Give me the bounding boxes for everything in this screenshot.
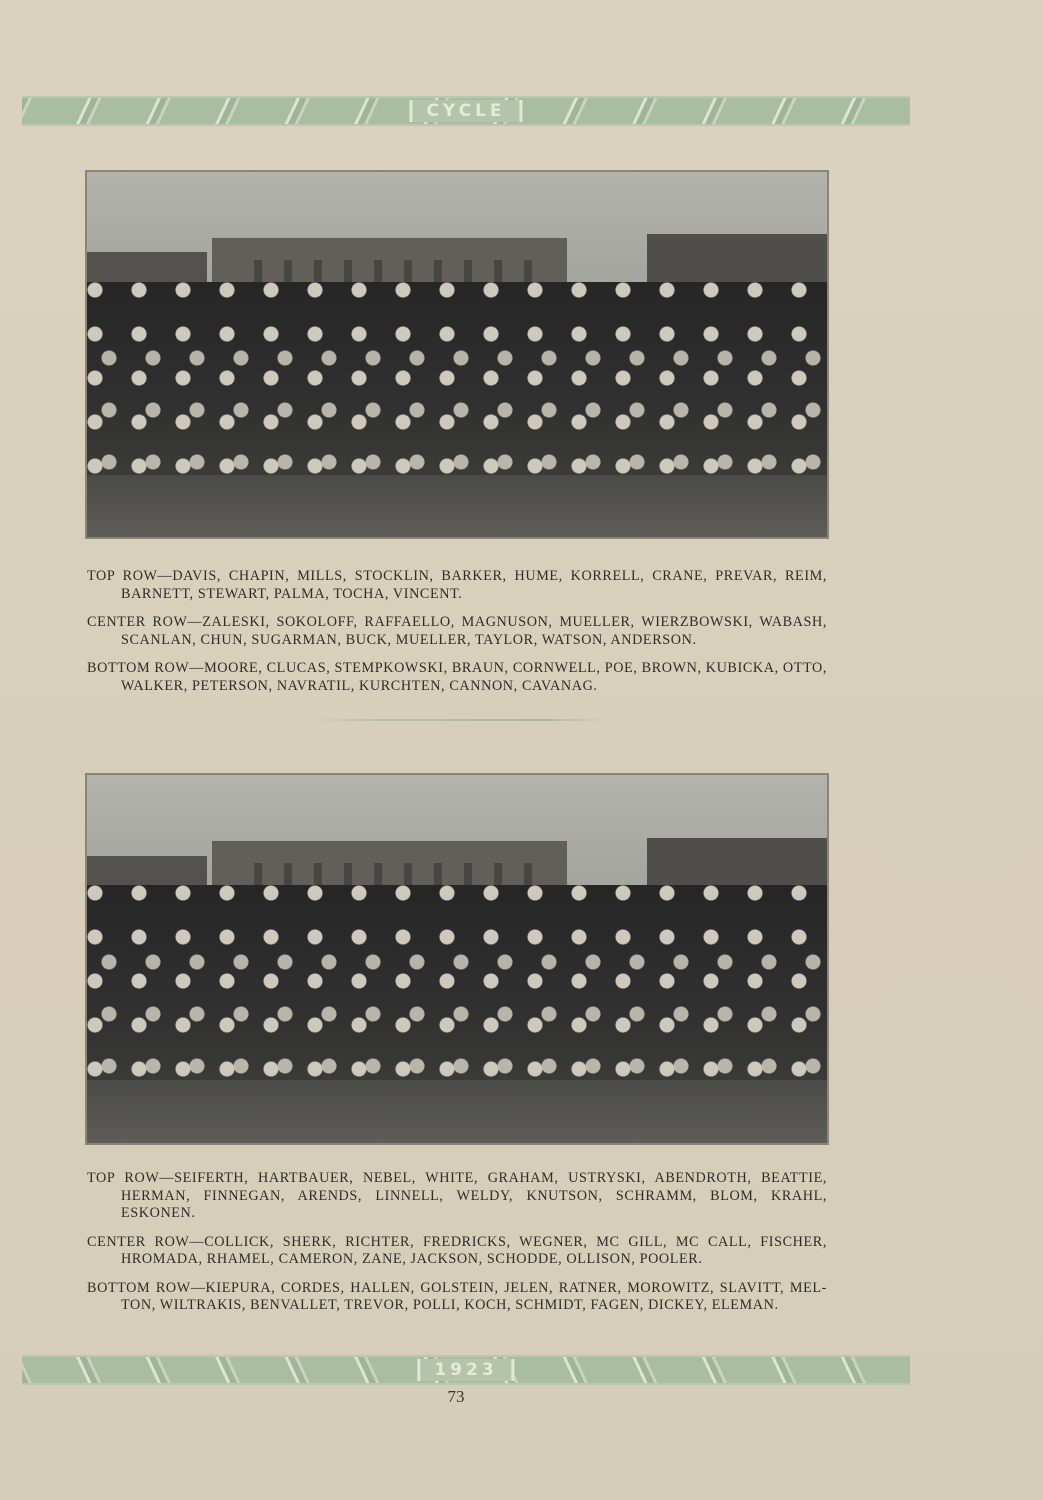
section-divider xyxy=(314,719,604,721)
caption-1-bottom-row: BOTTOM ROW—MOORE, CLUCAS, STEMPKOWSKI, BRAUN, CORNWELL, POE, BROWN, KUBICKA, OTTO, WALKER, PETERSON, NAVRATIL, KURCHTEN, CANNON, CAVANAG. xyxy=(87,660,827,694)
caption-2-top-row: TOP ROW—SEIFERTH, HARTBAUER, NEBEL, WHITE, GRAHAM, USTRYSKI, ABENDROTH, BEATTIE, HERMAN, FINNEGAN, ARENDS, LINNELL, WELDY, KNUTSON, SCHRAMM, BLOM, KRAHL, ESKONEN. xyxy=(87,1170,827,1221)
group-photo-1 xyxy=(85,170,829,539)
photo-1-caption xyxy=(87,568,827,706)
caption-1-top-row: TOP ROW—DAVIS, CHAPIN, MILLS, STOCKLIN, BARKER, HUME, KORRELL, CRANE, PREVAR, REIM, BARNETT, STEWART, PALMA, TOCHA, VINCENT. xyxy=(87,568,827,602)
footer-banner-word: 1923 xyxy=(417,1359,514,1381)
footer-ornamental-banner xyxy=(22,1355,910,1385)
photo-2-caption xyxy=(87,1170,827,1326)
page-number: 73 xyxy=(447,1387,465,1406)
group-of-students xyxy=(87,282,827,483)
group-of-students xyxy=(87,885,827,1087)
caption-2-center-row: CENTER ROW—COLLICK, SHERK, RICHTER, FREDRICKS, WEGNER, MC GILL, MC CALL, FISCHER, HROMADA, RHAMEL, CAMERON, ZANE, JACKSON, SCHODDE, OLLISON, POOLER. xyxy=(87,1233,827,1267)
group-photo-2 xyxy=(85,773,829,1145)
caption-1-center-row: CENTER ROW—ZALESKI, SOKOLOFF, RAFFAELLO, MAGNUSON, MUELLER, WIERZBOWSKI, WABASH, SCANLAN, CHUN, SUGARMAN, BUCK, MUELLER, TAYLOR, WATSON, ANDERSON. xyxy=(87,614,827,648)
caption-2-bottom-row: BOTTOM ROW—KIEPURA, CORDES, HALLEN, GOLSTEIN, JELEN, RATNER, MOROWITZ, SLAVITT, MEL-TON, WILTRAKIS, BENVALLET, TREVOR, POLLI, KOCH, SCHMIDT, FAGEN, DICKEY, ELEMAN. xyxy=(87,1279,827,1313)
header-ornamental-banner xyxy=(22,96,910,126)
header-banner-word: CYCLE xyxy=(409,100,522,122)
